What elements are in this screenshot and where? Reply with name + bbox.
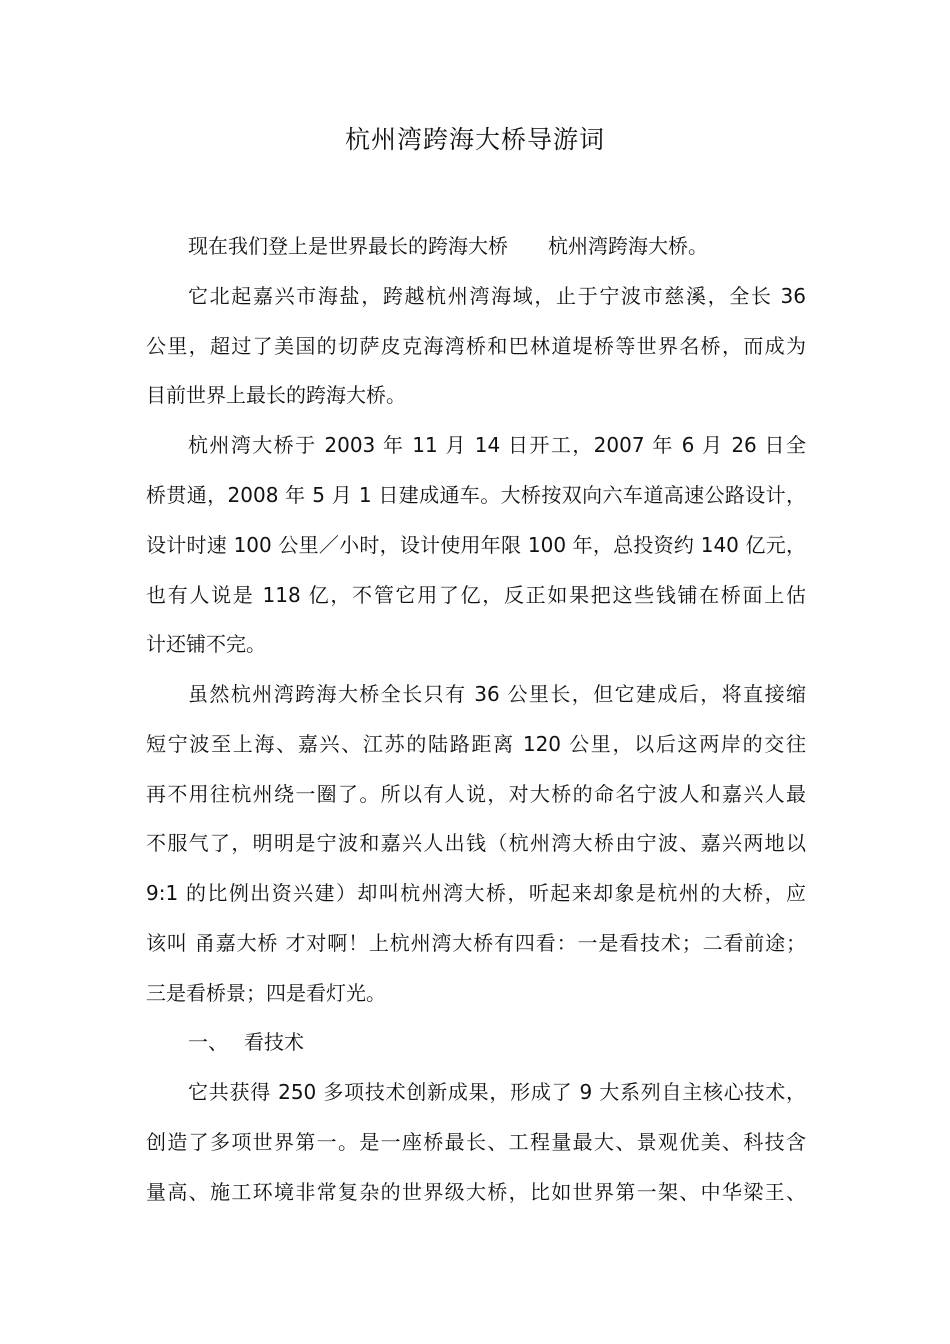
paragraph-line: 公里，超过了美国的切萨皮克海湾桥和巴林道堤桥等世界名桥，而成为 bbox=[146, 334, 806, 358]
paragraph-line: 量高、施工环境非常复杂的世界级大桥，比如世界第一架、中华梁王、 bbox=[146, 1180, 806, 1204]
paragraph-line: 它北起嘉兴市海盐，跨越杭州湾海域，止于宁波市慈溪，全长 36 bbox=[188, 284, 806, 308]
section-heading-text: 看技术 bbox=[244, 1030, 304, 1054]
section-heading-number: 一、 bbox=[188, 1030, 228, 1054]
paragraph-line: 三是看桥景；四是看灯光。 bbox=[146, 981, 386, 1005]
paragraph-line: 现在我们登上是世界最长的跨海大桥 杭州湾跨海大桥。 bbox=[188, 234, 708, 258]
paragraph-line: 虽然杭州湾跨海大桥全长只有 36 公里长，但它建成后，将直接缩 bbox=[188, 682, 806, 706]
paragraph-line: 它共获得 250 多项技术创新成果，形成了 9 大系列自主核心技术， bbox=[188, 1080, 806, 1104]
paragraph-line: 该叫 甬嘉大桥 才对啊！上杭州湾大桥有四看：一是看技术；二看前途； bbox=[146, 931, 806, 955]
paragraph-line: 计还铺不完。 bbox=[146, 632, 266, 656]
document-title: 杭州湾跨海大桥导游词 bbox=[344, 125, 605, 154]
paragraph-line: 也有人说是 118 亿，不管它用了亿，反正如果把这些钱铺在桥面上估 bbox=[146, 583, 806, 607]
paragraph-line: 杭州湾大桥于 2003 年 11 月 14 日开工，2007 年 6 月 26 日全 bbox=[188, 433, 806, 457]
paragraph-line: 不服气了，明明是宁波和嘉兴人出钱（杭州湾大桥由宁波、嘉兴两地以 bbox=[146, 831, 806, 855]
paragraph-line: 设计时速 100 公里／小时，设计使用年限 100 年，总投资约 140 亿元， bbox=[146, 533, 806, 557]
paragraph-line: 短宁波至上海、嘉兴、江苏的陆路距离 120 公里，以后这两岸的交往 bbox=[146, 732, 806, 756]
paragraph-line: 目前世界上最长的跨海大桥。 bbox=[146, 383, 406, 407]
paragraph-line: 创造了多项世界第一。是一座桥最长、工程量最大、景观优美、科技含 bbox=[146, 1130, 806, 1154]
paragraph-line: 桥贯通，2008 年 5 月 1 日建成通车。大桥按双向六车道高速公路设计， bbox=[146, 483, 806, 507]
paragraph-line: 9:1 的比例出资兴建）却叫杭州湾大桥，听起来却象是杭州的大桥，应 bbox=[146, 881, 806, 905]
section-heading bbox=[188, 1027, 806, 1057]
paragraph-line: 再不用往杭州绕一圈了。所以有人说，对大桥的命名宁波人和嘉兴人最 bbox=[146, 782, 806, 806]
